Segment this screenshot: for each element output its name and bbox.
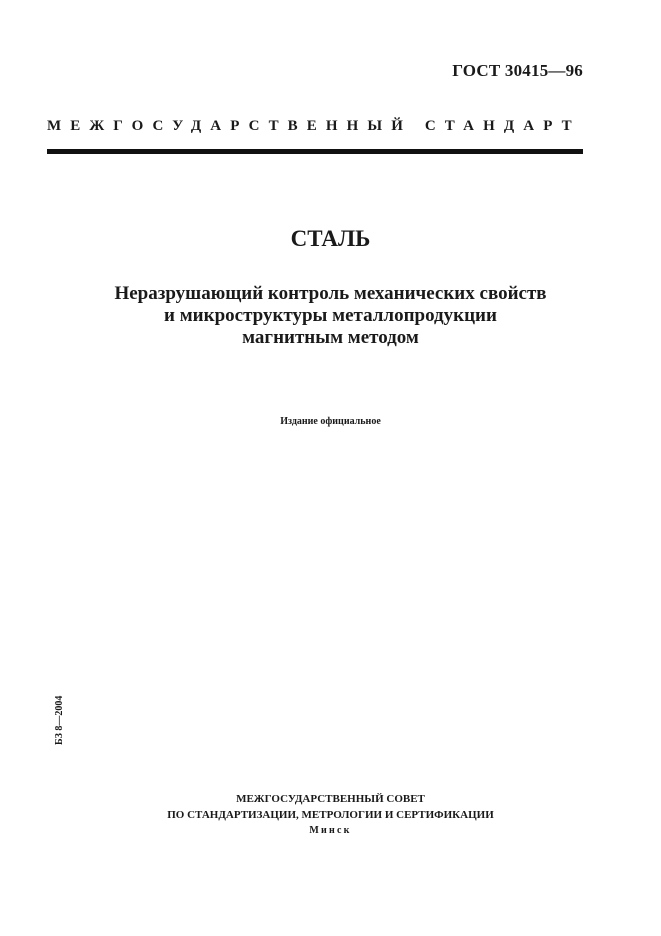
subtitle-line-2: и микроструктуры металлопродукции [164,305,497,326]
document-subtitle [0,283,661,349]
subtitle-line-3: магнитным методом [242,327,419,348]
publisher-line-1: МЕЖГОСУДАРСТВЕННЫЙ СОВЕТ [236,793,425,805]
publisher-line-2: ПО СТАНДАРТИЗАЦИИ, МЕТРОЛОГИИ И СЕРТИФИКАЦИИ [167,809,494,821]
standard-type-banner: МЕЖГОСУДАРСТВЕННЫЙ СТАНДАРТ [47,118,581,134]
subtitle-line-1: Неразрушающий контроль механических свойств [114,283,547,304]
publisher-block [0,791,661,839]
header-rule [47,149,583,154]
side-code: БЗ 8—2004 [54,695,65,745]
edition-label: Издание официальное [280,416,381,427]
document-title: СТАЛЬ [290,226,371,251]
standard-number: ГОСТ 30415—96 [452,61,583,80]
publisher-city: Минск [309,825,352,836]
